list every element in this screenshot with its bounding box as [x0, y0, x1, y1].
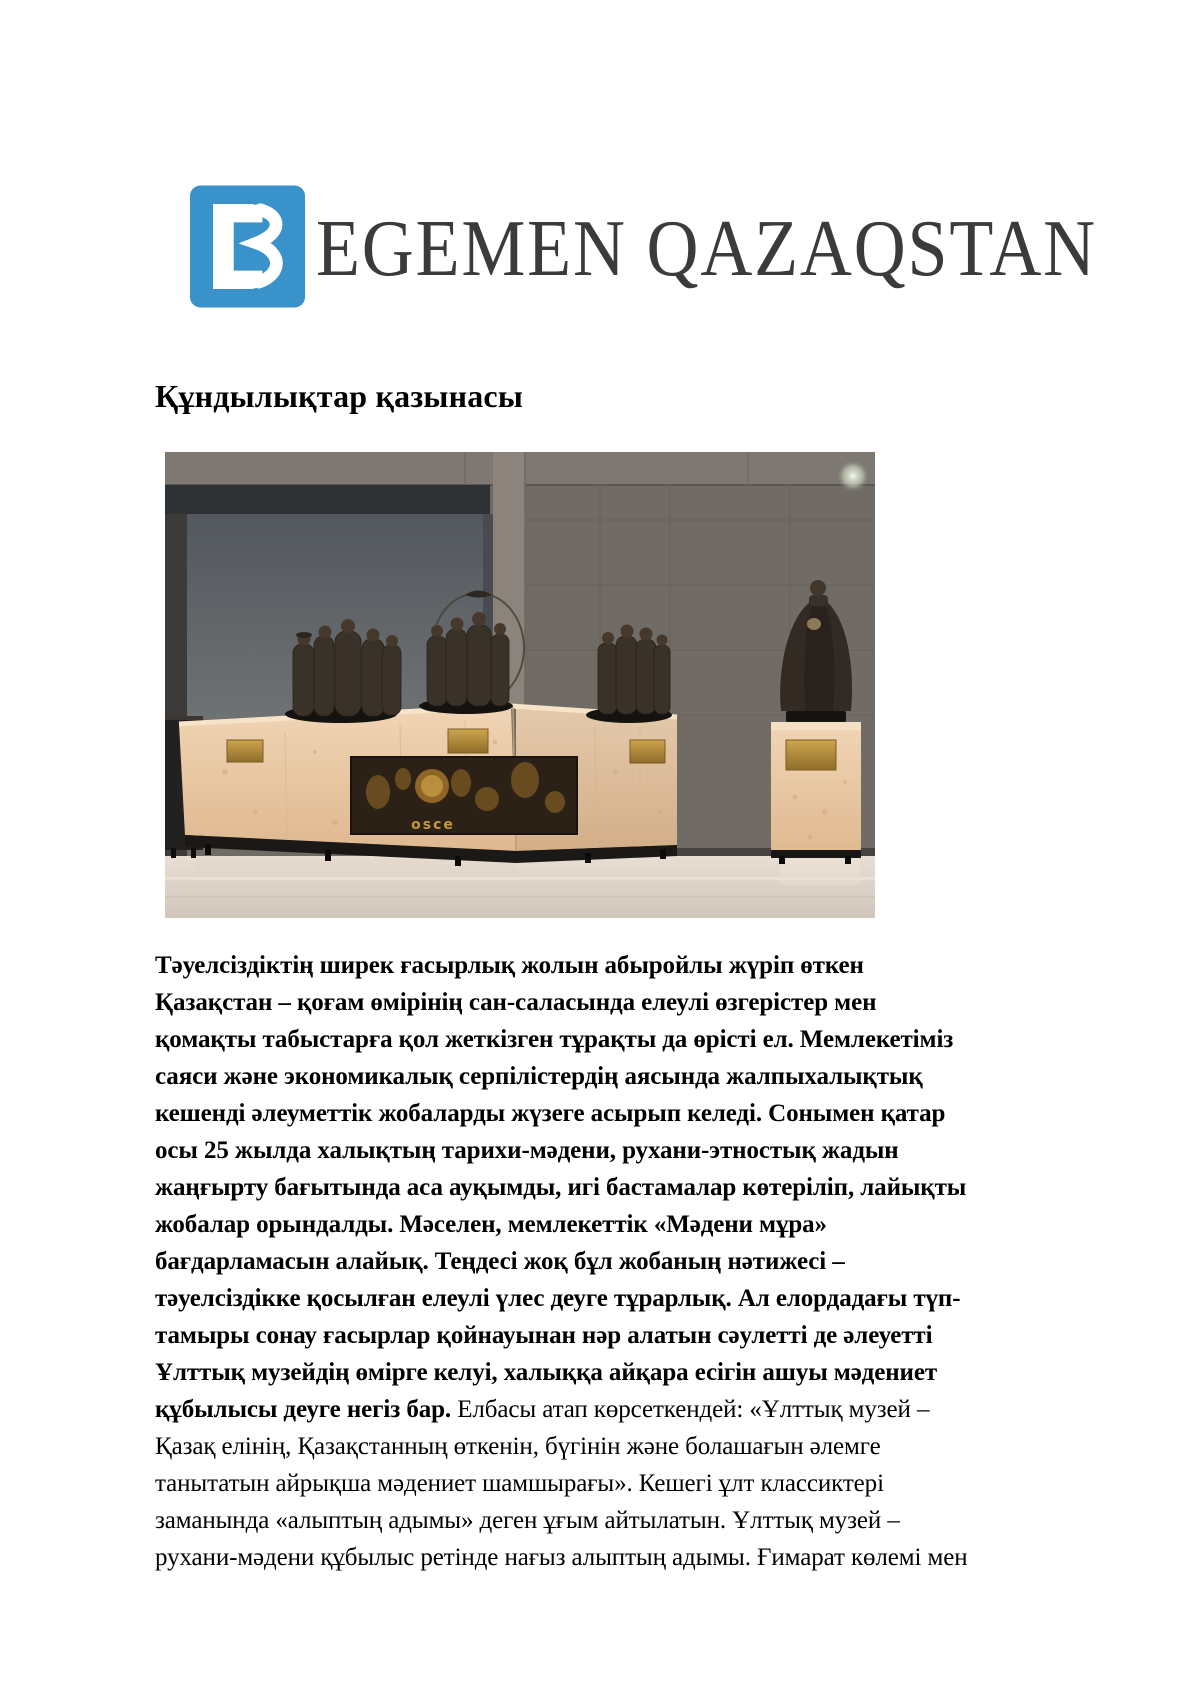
osce-label: osce	[411, 817, 455, 833]
body-line	[155, 1132, 1165, 1169]
body-run-bold: бағдарламасын алайық. Теңдесі жоқ бұл жобаның нәтижесі –	[155, 1248, 845, 1275]
body-run-bold: құбылысы деуге негіз бар.	[155, 1396, 452, 1423]
osce-relief	[351, 757, 577, 834]
body-line	[155, 1539, 1165, 1576]
body-run-bold: Қазақстан – қоғам өмірінің сан-саласында елеулі өзгерістер мен	[155, 989, 877, 1016]
body-line	[155, 1243, 1165, 1280]
body-line	[155, 1502, 1165, 1539]
body-line	[155, 1021, 1165, 1058]
body-run-bold: тамыры сонау ғасырлар қойнауынан нәр алатын сәулетті де әлеуетті	[155, 1322, 933, 1349]
body-run-bold: саяси және экономикалық серпілістердің аясында жалпыхалықтық	[155, 1063, 923, 1090]
brass-plaque-pedestal	[786, 740, 836, 770]
body-run-bold: қомақты табыстарға қол жеткізген тұрақты да өрісті ел. Мемлекетіміз	[155, 1026, 954, 1053]
article-body	[155, 947, 1165, 1576]
body-run-bold: Ұлттық музейдің өмірге келуі, халыққа айқара есігін ашуы мәдениет	[155, 1359, 938, 1386]
body-run-regular: заманында «алыптың адымы» деген ұғым айтылатын. Ұлттық музей –	[155, 1507, 900, 1534]
body-run-bold: осы 25 жылда халықтың тарихи-мәдени, рухани-этностық жадын	[155, 1137, 899, 1164]
body-line	[155, 984, 1165, 1021]
body-run-regular: рухани-мәдени құбылыс ретінде нағыз алыптың адымы. Ғимарат көлемі мен	[155, 1544, 968, 1571]
body-line	[155, 1317, 1165, 1354]
body-line	[155, 1391, 1165, 1428]
article-photo	[165, 452, 875, 918]
body-run-regular: танытатын айрықша мәдениет шамшырағы». Кешегі ұлт классиктері	[155, 1470, 884, 1497]
body-line	[155, 1465, 1165, 1502]
brass-plaque-left	[227, 740, 263, 762]
egemen-logo-icon	[190, 185, 305, 308]
article-heading: Құндылықтар қазынасы	[155, 378, 523, 414]
ceiling-light	[837, 460, 869, 492]
body-line	[155, 1095, 1165, 1132]
body-line	[155, 1280, 1165, 1317]
body-line	[155, 1354, 1165, 1391]
president-pedestal	[771, 722, 861, 864]
body-run-bold: жобалар орындалды. Мәселен, мемлекеттік «Мәдени мұра»	[155, 1211, 827, 1238]
brass-plaque-right	[630, 740, 665, 763]
body-run-bold: тәуелсіздікке қосылған елеулі үлес деуге тұрарлық. Ал елордадағы түп-	[155, 1285, 961, 1312]
reception-desk	[179, 706, 677, 866]
brand-logo	[190, 185, 1097, 310]
body-line	[155, 1058, 1165, 1095]
body-run-regular: Елбасы атап көрсеткендей: «Ұлттық музей –	[451, 1396, 930, 1423]
body-line	[155, 1169, 1165, 1206]
brand-wordmark: EGEMEN QAZAQSTAN	[316, 205, 1097, 293]
body-run-regular: Қазақ елінің, Қазақстанның өткенін, бүгінін және болашағын әлемге	[155, 1433, 881, 1460]
body-line	[155, 1206, 1165, 1243]
body-line	[155, 1428, 1165, 1465]
body-line	[155, 947, 1165, 984]
body-run-bold: кешенді әлеуметтік жобаларды жүзеге асырып келеді. Сонымен қатар	[155, 1100, 946, 1127]
brass-plaque-center	[448, 729, 488, 753]
body-run-bold: Тәуелсіздіктің ширек ғасырлық жолын абыройлы жүріп өткен	[155, 952, 864, 979]
body-run-bold: жаңғырту бағытында аса ауқымды, игі бастамалар көтеріліп, лайықты	[155, 1174, 967, 1201]
